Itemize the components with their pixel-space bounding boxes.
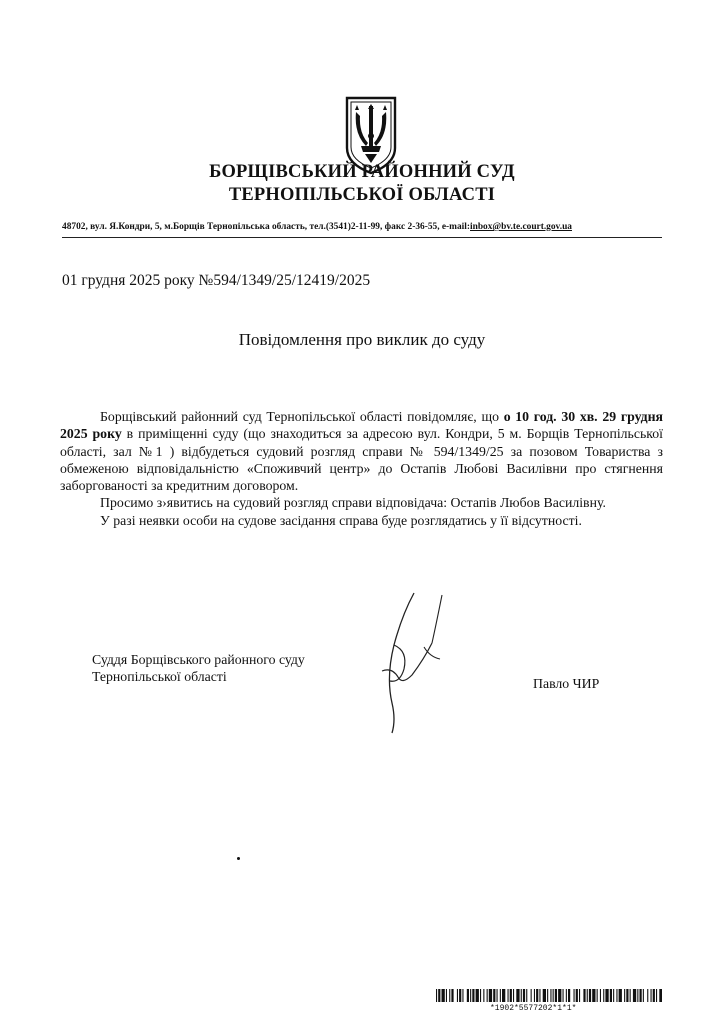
barcode-bar xyxy=(516,989,519,1002)
barcode-bar xyxy=(510,989,512,1002)
barcode-bar xyxy=(483,989,484,1002)
barcode-bar xyxy=(597,989,598,1002)
barcode-bar xyxy=(563,989,564,1002)
barcode-bar xyxy=(637,989,638,1002)
barcode-bar xyxy=(653,989,655,1002)
barcode-bar xyxy=(587,989,588,1002)
barcode-bar xyxy=(526,989,527,1002)
paragraph-1-text-b: в приміщенні суду (що знаходиться за адресою вул. Кондри, 5 м. Борщів Тернопільської області, зал №1 ) відбудеться судовий розгляд справи № 594/1349/25 за позовом Товариства з обмеженою відповідальністю «Споживчий центр» до Остапів Любові Василівни про стягнення заборгованості за кредитним договором. xyxy=(60,426,663,494)
barcode-bar xyxy=(521,989,522,1002)
judge-name: Павло ЧИР xyxy=(533,676,600,691)
barcode-bar xyxy=(651,989,652,1002)
barcode-bar xyxy=(438,989,440,1002)
barcode-bar xyxy=(619,989,622,1002)
barcode-bar xyxy=(589,989,591,1002)
barcode-bar xyxy=(543,989,546,1002)
paragraph-1-text-a: Борщівський районний суд Тернопільської області повідомляє, що xyxy=(100,409,504,424)
barcode-bar xyxy=(566,989,567,1002)
barcode-bar xyxy=(489,989,492,1002)
barcode-bar xyxy=(446,989,447,1002)
barcode-bar xyxy=(553,989,554,1002)
barcode-bar xyxy=(500,989,501,1002)
judge-position-line2: Тернопільської області xyxy=(92,669,227,684)
judge-position-line1: Суддя Борщівського районного суду xyxy=(92,652,305,667)
barcode-bar xyxy=(613,989,614,1002)
barcode-bar xyxy=(459,989,461,1002)
document-body xyxy=(60,408,663,529)
address-line xyxy=(62,222,672,232)
barcode-bar xyxy=(592,989,595,1002)
barcode-bar xyxy=(624,989,625,1002)
barcode-bar xyxy=(547,989,548,1002)
header-divider xyxy=(62,237,662,238)
barcode-bar xyxy=(480,989,481,1002)
barcode-bar xyxy=(513,989,514,1002)
barcode-bar xyxy=(656,989,657,1002)
barcode-bar xyxy=(574,989,575,1002)
court-region: ТЕРНОПІЛЬСЬКОЇ ОБЛАСТІ xyxy=(228,185,496,205)
barcode-bar xyxy=(616,989,617,1002)
barcode-bar xyxy=(476,989,479,1002)
barcode-bar xyxy=(493,989,495,1002)
barcode-bar xyxy=(659,989,662,1002)
hearing-datetime: о 10 год. 30 хв. 29 грудня 2025 року xyxy=(60,409,663,442)
document-title: Повідомлення про виклик до суду xyxy=(238,330,486,349)
barcode-bar xyxy=(579,989,580,1002)
barcode-bar xyxy=(576,989,578,1002)
barcode-bar xyxy=(555,989,557,1002)
barcode-bar xyxy=(523,989,525,1002)
paragraph-1 xyxy=(60,408,663,494)
barcode-bar xyxy=(508,989,509,1002)
barcode-bar xyxy=(451,989,453,1002)
barcode-bar xyxy=(610,989,612,1002)
barcode-bar xyxy=(536,989,538,1002)
barcode-bar xyxy=(539,989,540,1002)
barcode-bar xyxy=(605,989,608,1002)
judge-position xyxy=(92,651,305,685)
barcode-bar xyxy=(449,989,450,1002)
barcode-bar xyxy=(472,989,474,1002)
court-name: БОРЩІВСЬКИЙ РАЙОННИЙ СУД xyxy=(209,162,515,182)
handwritten-signature xyxy=(362,585,452,735)
barcode-text: *1902*5577202*1*1* xyxy=(490,1004,577,1013)
barcode-bar xyxy=(603,989,604,1002)
barcode-bar xyxy=(583,989,585,1002)
email-link[interactable]: inbox@bv.te.court.gov.ua xyxy=(470,222,572,232)
barcode-bar xyxy=(558,989,561,1002)
barcode-bar xyxy=(630,989,631,1002)
barcode-bar xyxy=(531,989,532,1002)
barcode-bar xyxy=(436,989,437,1002)
barcode-bar xyxy=(442,989,445,1002)
barcode-bar xyxy=(550,989,551,1002)
speck xyxy=(237,857,240,860)
barcode-bar xyxy=(462,989,463,1002)
barcode-bar xyxy=(487,989,488,1002)
barcode-bar xyxy=(470,989,471,1002)
barcode-bar xyxy=(502,989,505,1002)
barcode-bar xyxy=(647,989,648,1002)
barcode-bar xyxy=(643,989,644,1002)
paragraph-2: Просимо з›явитись на судовий розгляд справи відповідача: Остапів Любов Василівну. xyxy=(100,495,606,511)
barcode-bar xyxy=(640,989,642,1002)
barcode-bar xyxy=(467,989,469,1002)
barcode-bar xyxy=(497,989,498,1002)
barcode-bar xyxy=(633,989,636,1002)
paragraph-3: У разі неявки особи на судове засідання справа буде розглядатись у її відсутності. xyxy=(100,512,582,528)
barcode-bar xyxy=(568,989,570,1002)
barcode-bar xyxy=(600,989,601,1002)
reference-line: 01 грудня 2025 року №594/1349/25/12419/2025 xyxy=(62,272,371,289)
barcode-bar xyxy=(626,989,628,1002)
address-text: 48702, вул. Я.Кондри, 5, м.Борщів Тернопільська область, тел.(3541)2-11-99, факс 2-36-55, e-mail: xyxy=(62,222,471,232)
barcode-bar xyxy=(534,989,535,1002)
barcode-bar xyxy=(457,989,458,1002)
